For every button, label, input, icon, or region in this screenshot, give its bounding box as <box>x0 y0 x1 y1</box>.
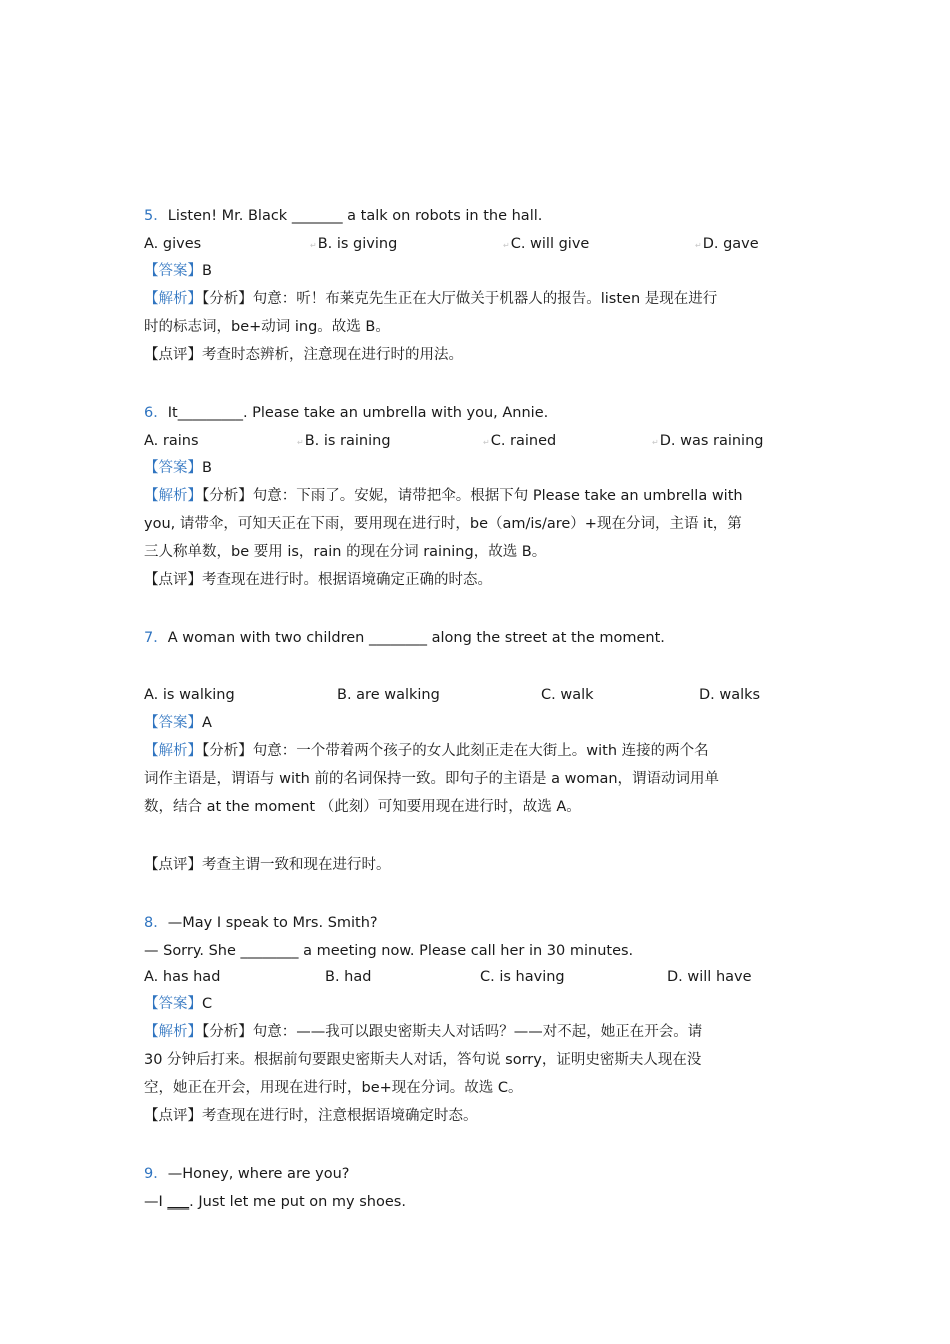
q7-stem <box>144 628 665 648</box>
q6-stem <box>144 403 548 423</box>
q5-option-a: A. gives <box>144 236 202 252</box>
analysis-tag: 【解析】 <box>144 743 202 759</box>
q7-option-a: A. is walking <box>144 687 235 703</box>
q7-number: 7． <box>144 630 168 646</box>
q6-analysis-line-1: 【解析】【分析】句意：下雨了。安妮，请带把伞。根据下句 Please take an umbrella with <box>144 488 743 504</box>
q6-answer <box>144 458 212 478</box>
q6-comment: 【点评】考查现在进行时。根据语境确定正确的时态。 <box>144 572 492 588</box>
analysis-tag: 【解析】 <box>144 291 202 307</box>
q7-option-c: C. walk <box>541 687 594 703</box>
q7-option-d: D. walks <box>699 687 761 703</box>
anchor-mark-icon: ↵ <box>503 241 510 250</box>
q9-stem-line-2: —I ___. Just let me put on my shoes. <box>144 1194 406 1210</box>
q6-option-d: ↵D. was raining <box>652 433 764 449</box>
q5-option-b: ↵B. is giving <box>310 236 398 252</box>
q8-option-c: C. is having <box>480 969 565 985</box>
q9-stem-line-1: 9．—Honey, where are you? <box>144 1166 350 1182</box>
answer-tag: 【答案】 <box>144 996 202 1012</box>
q8-stem-line-1: 8．—May I speak to Mrs. Smith? <box>144 915 378 931</box>
q8-comment: 【点评】考查现在进行时，注意根据语境确定时态。 <box>144 1108 478 1124</box>
answer-value: C <box>202 996 213 1012</box>
answer-tag: 【答案】 <box>144 715 202 731</box>
q8-option-b: B. had <box>325 969 372 985</box>
anchor-mark-icon: ↵ <box>652 438 659 447</box>
q6-option-c: ↵C. rained <box>483 433 557 449</box>
q6-option-a: A. rains <box>144 433 199 449</box>
q5-analysis-line-1: 【解析】【分析】句意：听！布莱克先生正在大厅做关于机器人的报告。listen 是现在进行 <box>144 291 718 307</box>
anchor-mark-icon: ↵ <box>695 241 702 250</box>
q6-analysis-line-2: you, 请带伞，可知天正在下雨，要用现在进行时，be（am/is/are）+现在分词，主语 it，第 <box>144 516 742 532</box>
q6-option-b: ↵B. is raining <box>297 433 391 449</box>
q5-answer <box>144 261 212 281</box>
q5-stem <box>144 206 542 226</box>
q7-analysis-line-2: 词作主语是，谓语与 with 前的名词保持一致。即句子的主语是 a woman，谓语动词用单 <box>144 771 720 787</box>
q7-answer <box>144 713 212 733</box>
analysis-tag: 【解析】 <box>144 488 202 504</box>
anchor-mark-icon: ↵ <box>297 438 304 447</box>
q6-analysis-line-3: 三人称单数，be 要用 is，rain 的现在分词 raining，故选 B。 <box>144 544 547 560</box>
q8-option-a: A. has had <box>144 969 221 985</box>
q8-answer <box>144 994 212 1014</box>
anchor-mark-icon: ↵ <box>483 438 490 447</box>
q9-blank: ___ <box>167 1194 190 1210</box>
q5-analysis-line-2: 时的标志词，be+动词 ing。故选 B。 <box>144 319 390 335</box>
q6-stem-text: It_________. Please take an umbrella with you, Annie. <box>167 405 549 421</box>
analysis-tag: 【解析】 <box>144 1024 202 1040</box>
q7-option-b: B. are walking <box>337 687 440 703</box>
answer-tag: 【答案】 <box>144 460 202 476</box>
q7-stem-text: A woman with two children ________ along the street at the moment. <box>167 630 665 646</box>
answer-tag: 【答案】 <box>144 263 202 279</box>
answer-value: B <box>202 460 212 476</box>
q8-analysis-line-1: 【解析】【分析】句意：——我可以跟史密斯夫人对话吗？——对不起，她正在开会。请 <box>144 1024 703 1040</box>
q9-number: 9． <box>144 1166 168 1182</box>
q8-option-d: D. will have <box>667 969 752 985</box>
q8-stem-line-2: — Sorry. She ________ a meeting now. Please call her in 30 minutes. <box>144 943 634 959</box>
answer-value: A <box>202 715 212 731</box>
q5-number: 5． <box>144 208 168 224</box>
q8-number: 8． <box>144 915 168 931</box>
q5-option-d: ↵D. gave <box>695 236 759 252</box>
q8-analysis-line-3: 空，她正在开会，用现在进行时，be+现在分词。故选 C。 <box>144 1080 523 1096</box>
q7-analysis-line-1: 【解析】【分析】句意：一个带着两个孩子的女人此刻正走在大街上。with 连接的两个名 <box>144 743 709 759</box>
q5-stem-text: Listen! Mr. Black _______ a talk on robots in the hall. <box>167 208 543 224</box>
q8-analysis-line-2: 30 分钟后打来。根据前句要跟史密斯夫人对话，答句说 sorry，证明史密斯夫人现在没 <box>144 1052 702 1068</box>
q6-number: 6． <box>144 405 168 421</box>
anchor-mark-icon: ↵ <box>310 241 317 250</box>
q5-comment: 【点评】考查时态辨析，注意现在进行时的用法。 <box>144 347 463 363</box>
answer-value: B <box>202 263 212 279</box>
q7-comment: 【点评】考查主谓一致和现在进行时。 <box>144 857 391 873</box>
q5-option-c: ↵C. will give <box>503 236 590 252</box>
q7-analysis-line-3: 数，结合 at the moment （此刻）可知要用现在进行时，故选 A。 <box>144 799 581 815</box>
